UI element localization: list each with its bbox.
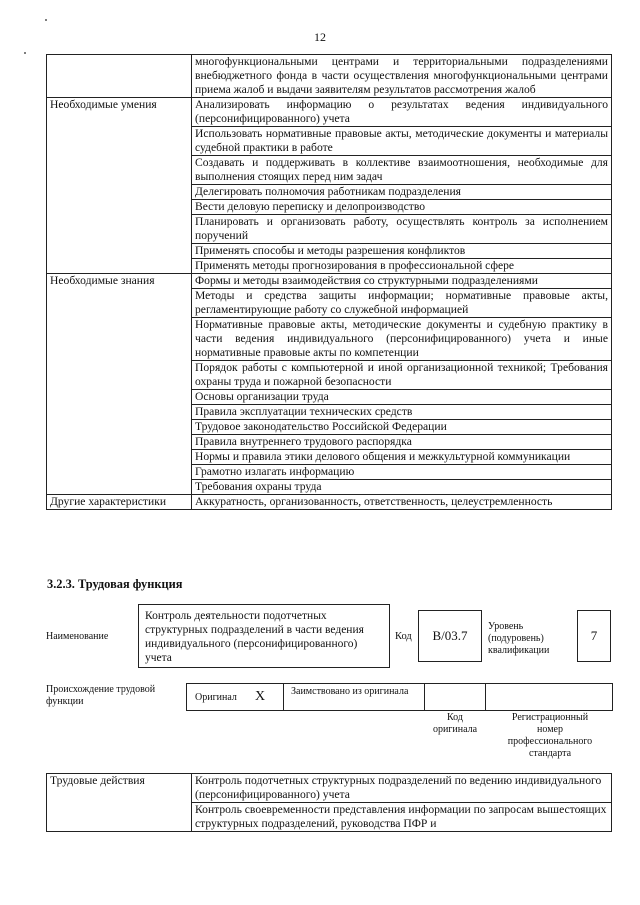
row-item-text: Нормативные правовые акты, методические документы и судебную практику в части ведения индивидуального (персонифицированного) учета и иные нормативные правовые акты по компетенции [192, 318, 612, 361]
row-item-text: Анализировать информацию о результатах ведения индивидуального (персонифицированного) учета [192, 98, 612, 127]
code-label: Код [395, 631, 412, 642]
original-label: Оригинал [195, 692, 237, 703]
row-category-label: Необходимые умения [47, 98, 192, 274]
row-item-text: Вести деловую переписку и делопроизводство [192, 200, 612, 215]
original-mark: X [255, 689, 266, 704]
row-category-label: Необходимые знания [47, 274, 192, 495]
row-item-text: Требования охраны труда [192, 480, 612, 495]
code-box [418, 610, 482, 662]
function-name-value: Контроль деятельности подотчетных структурных подразделений в части ведения индивидуального (персонифицированного) учета [145, 610, 364, 664]
row-item-text: Правила внутреннего трудового распорядка [192, 435, 612, 450]
row-item-text: Трудовое законодательство Российской Федерации [192, 420, 612, 435]
borrowed-label: Заимствовано из оригинала [291, 686, 409, 697]
section-title: 3.2.3. Трудовая функция [47, 577, 183, 591]
code-value: В/03.7 [432, 628, 468, 643]
original-cell [186, 683, 284, 711]
function-name-box [138, 604, 390, 668]
level-label: Уровень (подуровень) квалификации [488, 621, 550, 656]
skills-knowledge-table [46, 54, 612, 510]
origin-code-cell [424, 683, 486, 711]
level-value: 7 [590, 628, 598, 643]
name-label: Наименование [46, 631, 109, 642]
origin-code-caption: Код оригинала [432, 712, 478, 735]
labor-actions-label: Трудовые действия [47, 774, 192, 832]
page-number: 12 [314, 30, 326, 44]
table-row [47, 495, 612, 510]
row-item-text: Применять методы прогнозирования в профессиональной сфере [192, 259, 612, 274]
row-category-label: Другие характеристики [47, 495, 192, 510]
borrowed-cell [283, 683, 425, 711]
row-item-text: Делегировать полномочия работникам подразделения [192, 185, 612, 200]
scan-speck [24, 52, 26, 54]
level-box [577, 610, 611, 662]
row-item-text: Формы и методы взаимодействия со структурными подразделениями [192, 274, 612, 289]
row-item-text: Создавать и поддерживать в коллективе взаимоотношения, необходимые для выполнения стоящих перед ним задач [192, 156, 612, 185]
labor-action-text: Контроль подотчетных структурных подразделений по ведению индивидуального (персонифицированного) учета [192, 774, 612, 803]
table-row [47, 274, 612, 289]
table-row [47, 774, 612, 803]
labor-actions-table [46, 773, 612, 832]
row-item-text: Правила эксплуатации технических средств [192, 405, 612, 420]
labor-action-text: Контроль своевременности представления информации по запросам вышестоящих структурных подразделений, руководства ПФР и [192, 803, 612, 832]
row-item-text: Применять способы и методы разрешения конфликтов [192, 244, 612, 259]
row-item-text: Методы и средства защиты информации; нормативные правовые акты, регламентирующие работу со служебной информацией [192, 289, 612, 318]
row-item-text: Грамотно излагать информацию [192, 465, 612, 480]
row-item-text: многофункциональными центрами и территориальными подразделениями внебюджетного фонда в части осуществления многофункциональными центрами приема жалоб и выдачи заявителям результатов рассмотрения жалоб [192, 55, 612, 98]
table-row [47, 55, 612, 98]
row-item-text: Основы организации труда [192, 390, 612, 405]
table-row [47, 98, 612, 127]
row-item-text: Порядок работы с компьютерной и иной организационной техникой; Требования охраны труда и пожарной безопасности [192, 361, 612, 390]
row-item-text: Планировать и организовать работу, осуществлять контроль за исполнением поручений [192, 215, 612, 244]
reg-number-cell [485, 683, 613, 711]
origin-label: Происхождение трудовой функции [46, 684, 156, 707]
row-item-text: Использовать нормативные правовые акты, методические документы и материалы судебной практики в работе [192, 127, 612, 156]
scan-speck [45, 19, 47, 21]
reg-number-caption: Регистрационный номер профессионального стандарта [507, 712, 593, 759]
row-item-text: Аккуратность, организованность, ответственность, целеустремленность [192, 495, 612, 510]
row-category-label [47, 55, 192, 98]
row-item-text: Нормы и правила этики делового общения и межкультурной коммуникации [192, 450, 612, 465]
